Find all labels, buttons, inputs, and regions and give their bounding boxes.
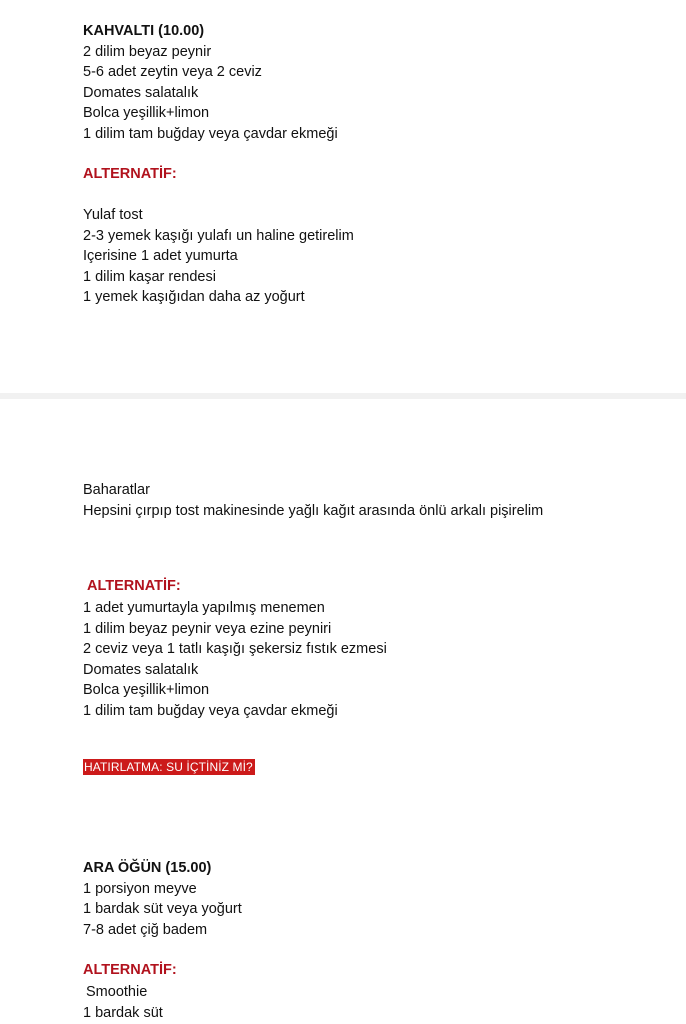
water-reminder-highlight: HATIRLATMA: SU İÇTİNİZ Mİ? <box>84 760 253 774</box>
snack-item: 7-8 adet çiğ badem <box>83 921 208 938</box>
alternative-1-item: 1 yemek kaşığıdan daha az yoğurt <box>83 289 305 305</box>
alternative-1-section <box>83 205 354 308</box>
alternative-1-item: Baharatlar <box>83 482 150 498</box>
alternative-2-item: 1 dilim beyaz peynir veya ezine peyniri <box>83 620 332 637</box>
breakfast-title: KAHVALTI (10.00) <box>83 23 205 39</box>
alternative-2-item: Bolca yeşillik+limon <box>83 682 210 698</box>
breakfast-section <box>83 21 338 144</box>
alternative-2-item: 1 dilim tam buğday veya çavdar ekmeği <box>83 702 338 719</box>
snack-item: 1 bardak süt veya yoğurt <box>83 901 242 917</box>
alternative-2-item: 1 adet yumurtayla yapılmış menemen <box>83 600 325 616</box>
alternative-3-item: 1 bardak süt <box>83 1004 163 1021</box>
alternative-1-item: Hepsini çırpıp tost makinesinde yağlı kağıt arasında önlü arkalı pişirelim <box>83 502 544 519</box>
breakfast-item: 2 dilim beyaz peynir <box>83 43 212 60</box>
alternative-2-item: Domates salatalık <box>83 661 199 678</box>
alternative-3-item: Smoothie <box>86 984 148 1000</box>
alternative-2-section <box>83 598 387 721</box>
snack-section <box>83 858 242 940</box>
alternative-1-item: 1 dilim kaşar rendesi <box>83 268 216 285</box>
snack-item: 1 porsiyon meyve <box>83 880 197 897</box>
alternative-heading: ALTERNATİF: <box>83 962 177 978</box>
alternative-heading: ALTERNATİF: <box>87 578 181 594</box>
breakfast-item: 5-6 adet zeytin veya 2 ceviz <box>83 64 262 80</box>
document-page-2 <box>0 399 686 1024</box>
alternative-1-item: Içerisine 1 adet yumurta <box>83 248 238 264</box>
alternative-1-item: 2-3 yemek kaşığı yulafı un haline getirelim <box>83 227 354 244</box>
alternative-3-section <box>83 982 163 1023</box>
alternative-2-item: 2 ceviz veya 1 tatlı kaşığı şekersiz fıstık ezmesi <box>83 641 387 657</box>
alternative-heading: ALTERNATİF: <box>83 166 177 182</box>
breakfast-item: Bolca yeşillik+limon <box>83 105 210 121</box>
alternative-1-continued <box>83 480 543 521</box>
document-page-1 <box>0 0 686 393</box>
snack-title: ARA ÖĞÜN (15.00) <box>83 860 212 876</box>
breakfast-item: Domates salatalık <box>83 84 199 101</box>
breakfast-item: 1 dilim tam buğday veya çavdar ekmeği <box>83 125 338 142</box>
alternative-1-item: Yulaf tost <box>83 207 143 223</box>
